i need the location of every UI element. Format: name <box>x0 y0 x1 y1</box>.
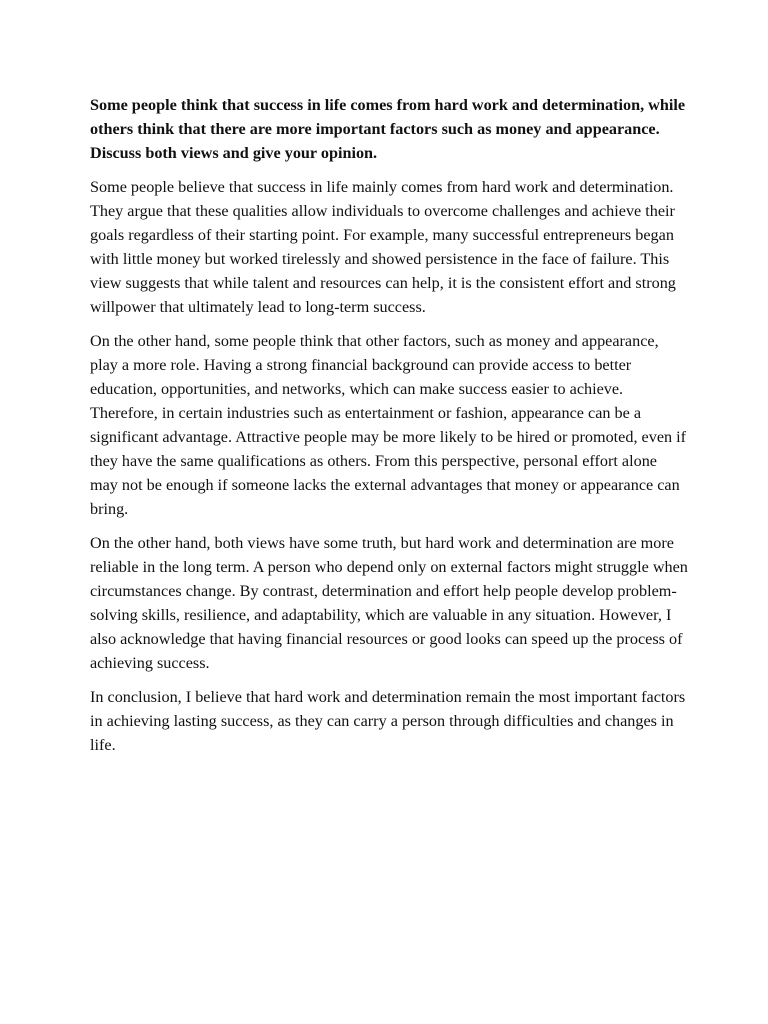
paragraph-opinion: On the other hand, both views have some truth, but hard work and determination are more reliable in the long term. A person who depend only on external factors might struggle when circumstances change. By contrast, determination and effort help people develop problem-solving skills, resilience, and adaptability, which are valuable in any situation. However, I also acknowledge that having financial resources or good looks can speed up the process of achieving success. <box>90 534 688 672</box>
essay-prompt: Some people think that success in life comes from hard work and determination, while others think that there are more important factors such as money and appearance. Discuss both views and give your opinion. <box>90 96 686 162</box>
paragraph-opposing-view: On the other hand, some people think that other factors, such as money and appearance, play a more role. Having a strong financial background can provide access to better education, opportunities, and networks, which can make success easier to achieve. Therefore, in certain industries such as entertainment or fashion, appearance can be a significant advantage. Attractive people may be more likely to be hired or promoted, even if they have the same qualifications as others. From this perspective, personal effort alone may not be enough if someone lacks the external advantages that money or appearance can bring. <box>90 332 687 518</box>
document-body <box>90 93 688 767</box>
paragraph-conclusion: In conclusion, I believe that hard work and determination remain the most important factors in achieving lasting success, as they can carry a person through difficulties and changes in life. <box>90 688 686 754</box>
paragraph-introduction-view: Some people believe that success in life mainly comes from hard work and determination. They argue that these qualities allow individuals to overcome challenges and achieve their goals regardless of their starting point. For example, many successful entrepreneurs began with little money but worked tirelessly and showed persistence in the face of failure. This view suggests that while talent and resources can help, it is the consistent effort and strong willpower that ultimately lead to long-term success. <box>90 178 676 316</box>
